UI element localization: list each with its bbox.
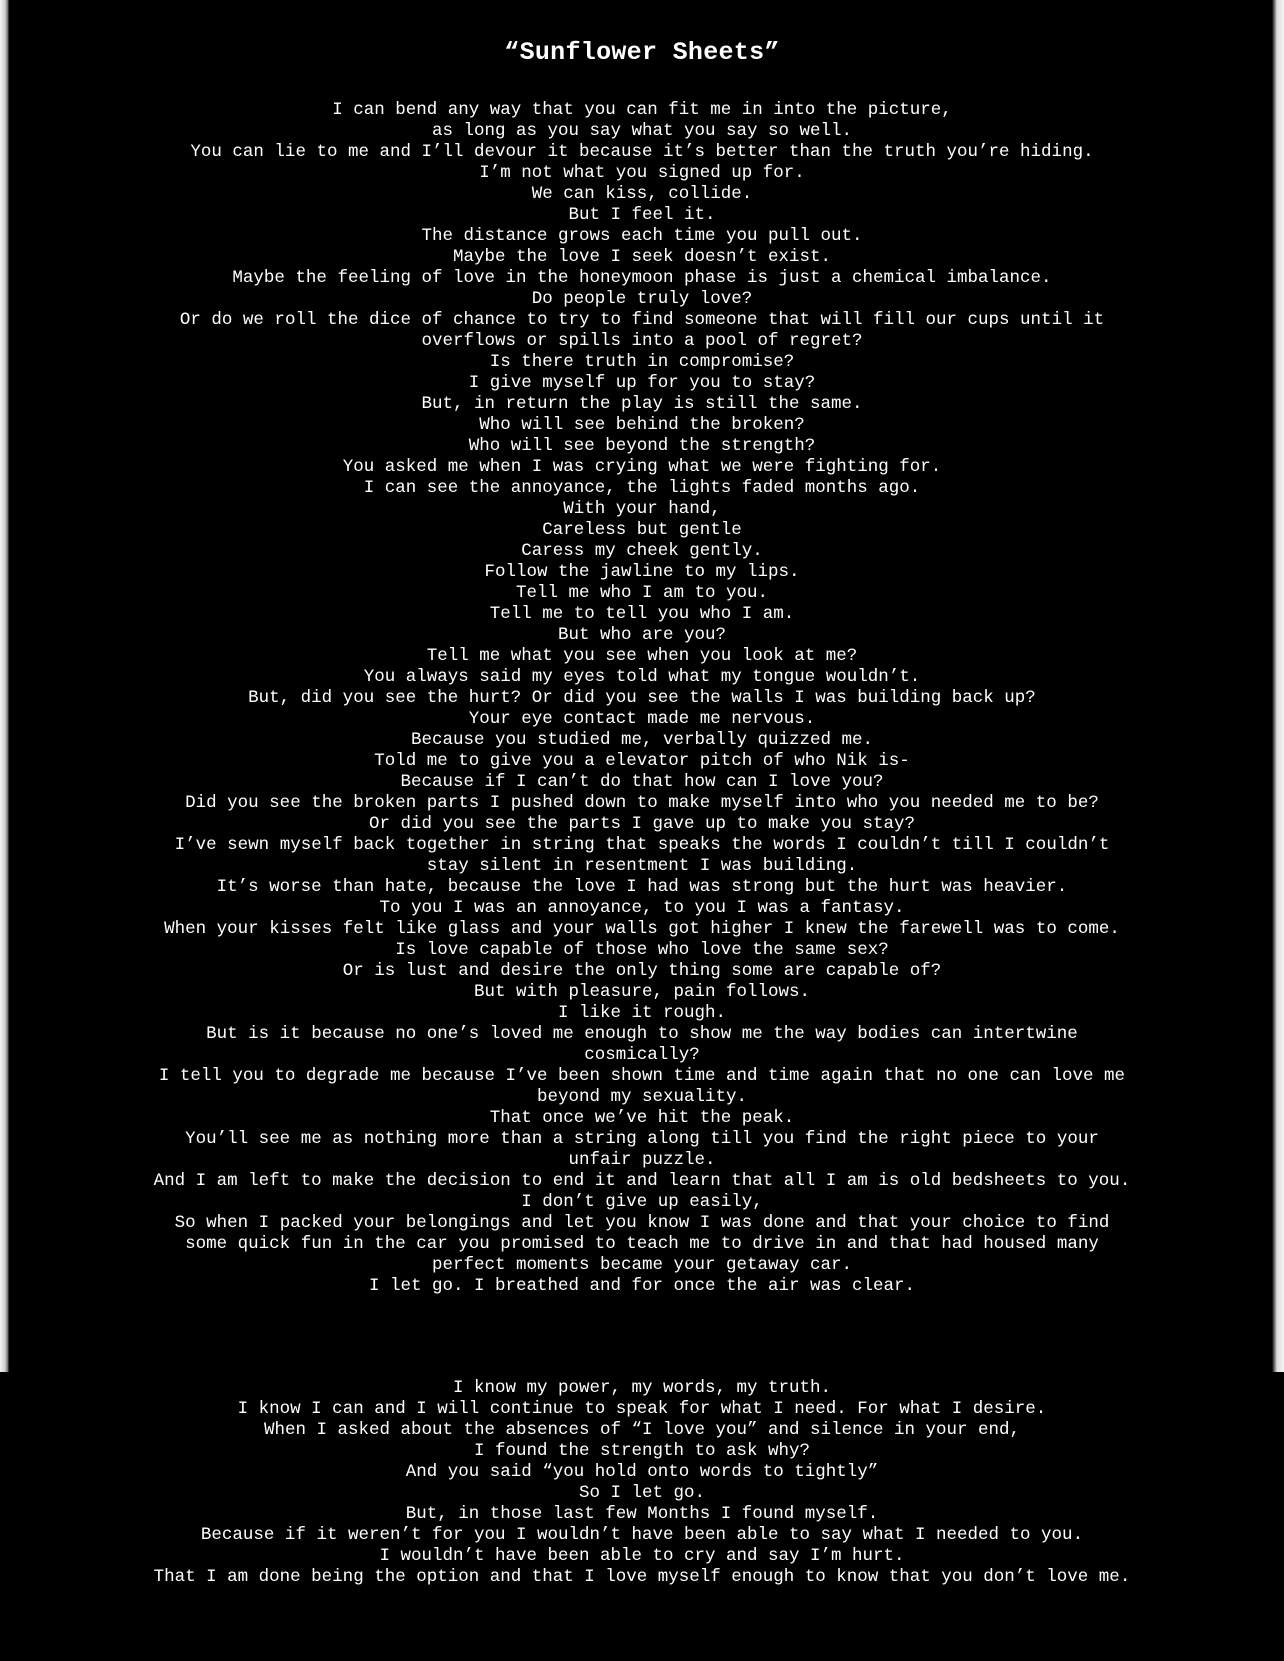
poem-line: Follow the jawline to my lips. bbox=[484, 562, 800, 582]
poem-line: Tell me who I am to you. bbox=[515, 583, 769, 603]
poem-line: But, in those last few Months I found myself. bbox=[405, 1504, 879, 1524]
poem-line: To you I was an annoyance, to you I was a fantasy. bbox=[379, 898, 905, 918]
poem-line: Because if I can’t do that how can I love you? bbox=[400, 772, 884, 792]
poem-line: Your eye contact made me nervous. bbox=[468, 709, 816, 729]
poem-line: So I let go. bbox=[578, 1483, 706, 1503]
poem-line: I don’t give up easily, bbox=[521, 1192, 763, 1212]
poem-line: Do people truly love? bbox=[531, 289, 753, 309]
poem-line: Because if it weren’t for you I wouldn’t have been able to say what I needed to you. bbox=[200, 1525, 1084, 1545]
poem-line: as long as you say what you say so well. bbox=[431, 121, 853, 141]
page-edge-left bbox=[0, 0, 9, 1372]
poem-line: When your kisses felt like glass and your walls got higher I knew the farewell was to come. bbox=[164, 919, 1120, 939]
poem-line: Who will see beyond the strength? bbox=[468, 436, 816, 456]
poem-line: But, in return the play is still the same. bbox=[421, 394, 863, 414]
poem-line: Caress my cheek gently. bbox=[521, 541, 763, 561]
poem-body-part1 bbox=[150, 100, 1134, 1297]
poem-line: I tell you to degrade me because I’ve been shown time and time again that no one can love me beyond my sexuality. bbox=[158, 1066, 1126, 1107]
poem-line: But with pleasure, pain follows. bbox=[473, 982, 811, 1002]
poem-line: But is it because no one’s loved me enough to show me the way bodies can intertwine cosmically? bbox=[206, 1024, 1078, 1065]
poem-line: Or did you see the parts I gave up to make you stay? bbox=[368, 814, 916, 834]
poem-line: It’s worse than hate, because the love I had was strong but the hurt was heavier. bbox=[216, 877, 1068, 897]
poem-line: The distance grows each time you pull out. bbox=[421, 226, 863, 246]
poem-line: And you said “you hold onto words to tightly” bbox=[405, 1462, 879, 1482]
poem-title: “Sunflower Sheets” bbox=[504, 38, 780, 67]
poem-line: But who are you? bbox=[557, 625, 727, 645]
poem-line: Who will see behind the broken? bbox=[479, 415, 805, 435]
poem-line: But I feel it. bbox=[568, 205, 716, 225]
poem-line: That I am done being the option and that I love myself enough to know that you don’t love me. bbox=[153, 1567, 1131, 1587]
poem-line: And I am left to make the decision to end it and learn that all I am is old bedsheets to you. bbox=[153, 1171, 1131, 1191]
poem-line: Or is lust and desire the only thing some are capable of? bbox=[342, 961, 942, 981]
poem-line: Maybe the feeling of love in the honeymoon phase is just a chemical imbalance. bbox=[232, 268, 1052, 288]
poem-line: I can bend any way that you can fit me in into the picture, bbox=[332, 100, 952, 120]
poem-line: I like it rough. bbox=[557, 1003, 727, 1023]
poem-line: That once we’ve hit the peak. bbox=[489, 1108, 795, 1128]
poem-body-part2 bbox=[150, 1378, 1134, 1588]
poem-line: You can lie to me and I’ll devour it because it’s better than the truth you’re hiding. bbox=[190, 142, 1094, 162]
poem-line: Maybe the love I seek doesn’t exist. bbox=[452, 247, 832, 267]
poem-line: I let go. I breathed and for once the air was clear. bbox=[368, 1276, 916, 1296]
poem-line: Is love capable of those who love the same sex? bbox=[395, 940, 889, 960]
poem-line: We can kiss, collide. bbox=[531, 184, 753, 204]
poem-line: Told me to give you a elevator pitch of who Nik is- bbox=[374, 751, 910, 771]
poem-line: Tell me to tell you who I am. bbox=[489, 604, 795, 624]
poem-line: I give myself up for you to stay? bbox=[468, 373, 816, 393]
poem-line: Or do we roll the dice of chance to try to find someone that will fill our cups until it overflows or spills into a pool of regret? bbox=[179, 310, 1105, 351]
poem-line: I’m not what you signed up for. bbox=[479, 163, 805, 183]
poem-line: So when I packed your belongings and let you know I was done and that your choice to find some quick fun in the car you promised to teach me to drive in and that had housed many perfect moments became your getaway car. bbox=[174, 1213, 1110, 1275]
poem-line: Is there truth in compromise? bbox=[489, 352, 795, 372]
poem-line: Careless but gentle bbox=[542, 520, 742, 540]
poem-line: You asked me when I was crying what we were fighting for. bbox=[342, 457, 942, 477]
poem-line: But, did you see the hurt? Or did you see the walls I was building back up? bbox=[248, 688, 1036, 708]
poem-line: I wouldn’t have been able to cry and say I’m hurt. bbox=[379, 1546, 905, 1566]
poem-line: I know my power, my words, my truth. bbox=[452, 1378, 832, 1398]
poem-line: When I asked about the absences of “I love you” and silence in your end, bbox=[263, 1420, 1021, 1440]
poem-line: I found the strength to ask why? bbox=[473, 1441, 811, 1461]
poem-line: You always said my eyes told what my tongue wouldn’t. bbox=[363, 667, 921, 687]
poem-line: Because you studied me, verbally quizzed me. bbox=[410, 730, 874, 750]
poem-line: You’ll see me as nothing more than a string along till you find the right piece to your unfair puzzle. bbox=[185, 1129, 1099, 1170]
poem-line: With your hand, bbox=[563, 499, 721, 519]
poem-line: I can see the annoyance, the lights faded months ago. bbox=[363, 478, 921, 498]
poem-line: Tell me what you see when you look at me? bbox=[426, 646, 858, 666]
poem-line: Did you see the broken parts I pushed down to make myself into who you needed me to be? bbox=[185, 793, 1099, 813]
page-edge-right bbox=[1272, 0, 1284, 1372]
poem-line: I’ve sewn myself back together in string that speaks the words I couldn’t till I couldn’t stay silent in resentment I was building. bbox=[174, 835, 1110, 876]
poem-line: I know I can and I will continue to speak for what I need. For what I desire. bbox=[237, 1399, 1047, 1419]
